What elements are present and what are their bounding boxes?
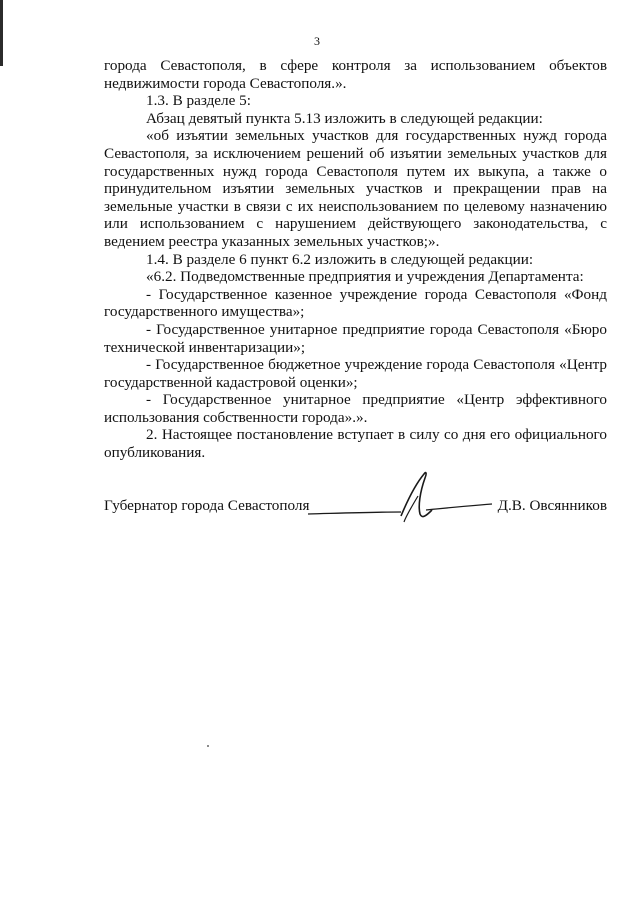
handwritten-signature — [306, 466, 496, 524]
list-item: - Государственное унитарное предприятие «Центр эффективного использования собственности города».». — [104, 391, 607, 426]
paragraph-5-13-text: «об изъятии земельных участков для государственных нужд города Севастополя, за исключением решений об изъятии земельных участков для государственных нужд города Севастополя путем их выкупа, а также о принудительном изъятии земельных участков и прекращении прав на земельные участки в связи с их неиспользованием по целевому назначению или использованием с нарушением действующего законодательства, с ведением реестра указанных земельных участков;». — [104, 127, 607, 250]
paragraph-continuation: города Севастополя, в сфере контроля за использованием объектов недвижимости города Севастополя.». — [104, 57, 607, 92]
document-body — [104, 57, 607, 462]
paragraph-section-1-3: 1.3. В разделе 5: — [146, 92, 251, 110]
list-item: - Государственное казенное учреждение города Севастополя «Фонд государственного имущества»; — [104, 285, 607, 321]
paragraph-effective-date: 2. Настоящее постановление вступает в силу со дня его официального опубликования. — [104, 426, 607, 462]
paragraph-5-13-intro: Абзац девятый пункта 5.13 изложить в следующей редакции: — [146, 109, 543, 127]
paragraph-section-1-4: 1.4. В разделе 6 пункт 6.2 изложить в следующей редакции: — [146, 250, 534, 268]
speck — [207, 745, 209, 747]
page-number: 3 — [314, 34, 320, 48]
paragraph-6-2-heading: «6.2. Подведомственные предприятия и учреждения Департамента: — [146, 268, 584, 286]
page-edge-mark — [0, 0, 3, 66]
list-item: - Государственное бюджетное учреждение города Севастополя «Центр государственной кадастровой оценки»; — [104, 356, 607, 391]
signatory-name: Д.В. Овсянников — [497, 497, 607, 514]
list-item: - Государственное унитарное предприятие города Севастополя «Бюро технической инвентаризации»; — [104, 320, 607, 356]
signatory-title: Губернатор города Севастополя — [104, 497, 310, 514]
